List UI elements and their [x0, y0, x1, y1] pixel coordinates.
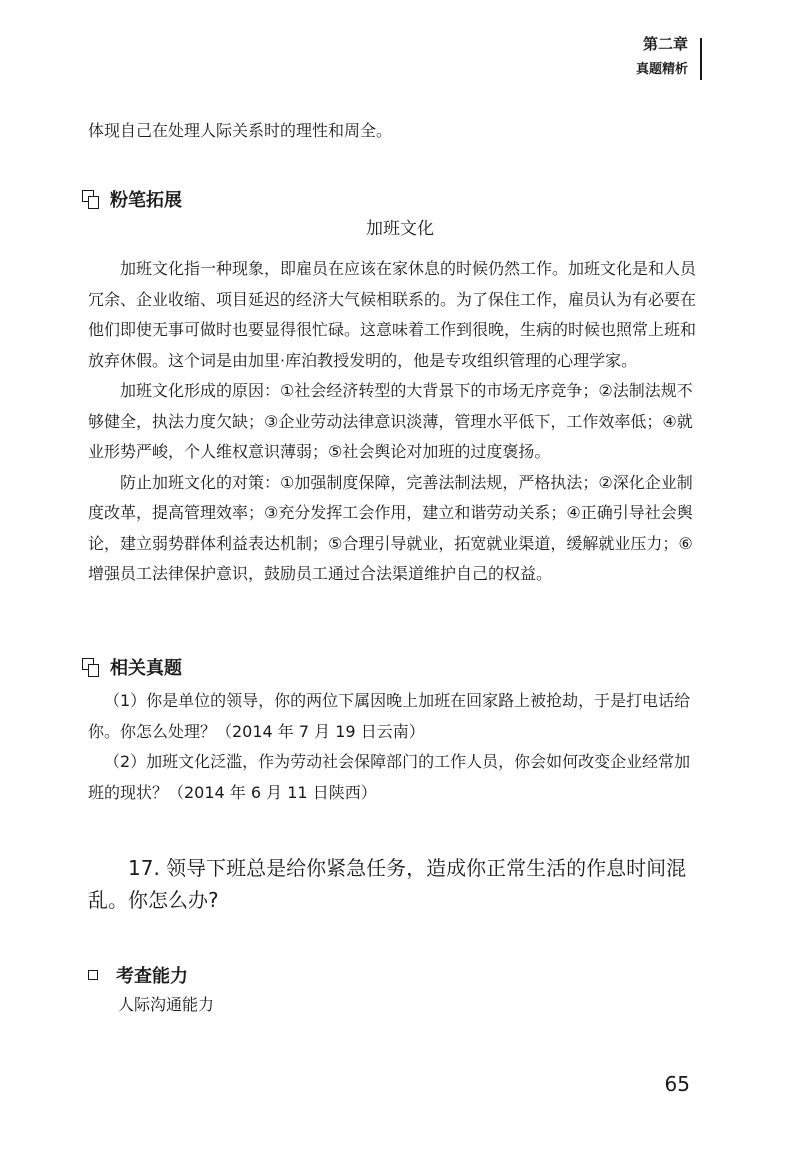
section-icon — [80, 188, 100, 210]
question-17: 17. 领导下班总是给你紧急任务，造成你正常生活的作息时间混乱。你怎么办? — [88, 856, 687, 912]
paragraph: 加班文化指一种现象，即雇员在应该在家休息的时候仍然工作。加班文化是和人员冗余、企业收缩、项目延迟的经济大气候相联系的。为了保住工作，雇员认为有必要在他们即使无事可做时也要显得很忙碌。这意味着工作到很晚，生病的时候也照常上班和放弃休假。这个词是由加里·库泊教授发明的，他是专攻组织管理的心理学家。 — [88, 259, 697, 370]
bullet-icon — [88, 970, 98, 980]
related-heading — [80, 654, 182, 680]
extension-heading — [80, 186, 182, 212]
ability-title: 考查能力 — [116, 966, 188, 987]
article-title: 加班文化 — [366, 219, 434, 239]
section-title: 相关真题 — [110, 658, 182, 679]
paragraph: 加班文化形成的原因：①社会经济转型的大背景下的市场无序竞争；②法制法规不够健全，执法力度欠缺；③企业劳动法律意识淡薄，管理水平低下，工作效率低；④就业形势严峻，个人维权意识薄弱；⑤社会舆论对加班的过度褒扬。 — [88, 381, 693, 461]
header-divider — [700, 38, 702, 80]
ability-heading — [88, 962, 188, 988]
section-icon — [80, 656, 100, 678]
chapter-label: 第二章 — [642, 35, 688, 53]
extension-body — [88, 254, 704, 590]
related-question: （1）你是单位的领导，你的两位下属因晚上加班在回家路上被抢劫，于是打电话给你。你怎么处理？（2014 年 7 月 19 日云南） — [88, 691, 691, 741]
intro-line: 体现自己在处理人际关系时的理性和周全。 — [88, 121, 393, 140]
related-questions — [88, 686, 704, 808]
section-title: 粉笔拓展 — [110, 190, 182, 211]
chapter-subtitle: 真题精析 — [635, 62, 688, 77]
ability-text: 人际沟通能力 — [118, 995, 215, 1014]
related-question: （2）加班文化泛滥，作为劳动社会保障部门的工作人员，你会如何改变企业经常加班的现状？（2014 年 6 月 11 日陕西） — [88, 752, 691, 802]
paragraph: 防止加班文化的对策：①加强制度保障，完善法制法规，严格执法；②深化企业制度改革，提高管理效率；③充分发挥工会作用，建立和谐劳动关系；④正确引导社会舆论，建立弱势群体利益表达机制；⑤合理引导就业，拓宽就业渠道，缓解就业压力；⑥增强员工法律保护意识，鼓励员工通过合法渠道维护自己的权益。 — [88, 472, 693, 583]
page-number: 65 — [664, 1072, 690, 1096]
